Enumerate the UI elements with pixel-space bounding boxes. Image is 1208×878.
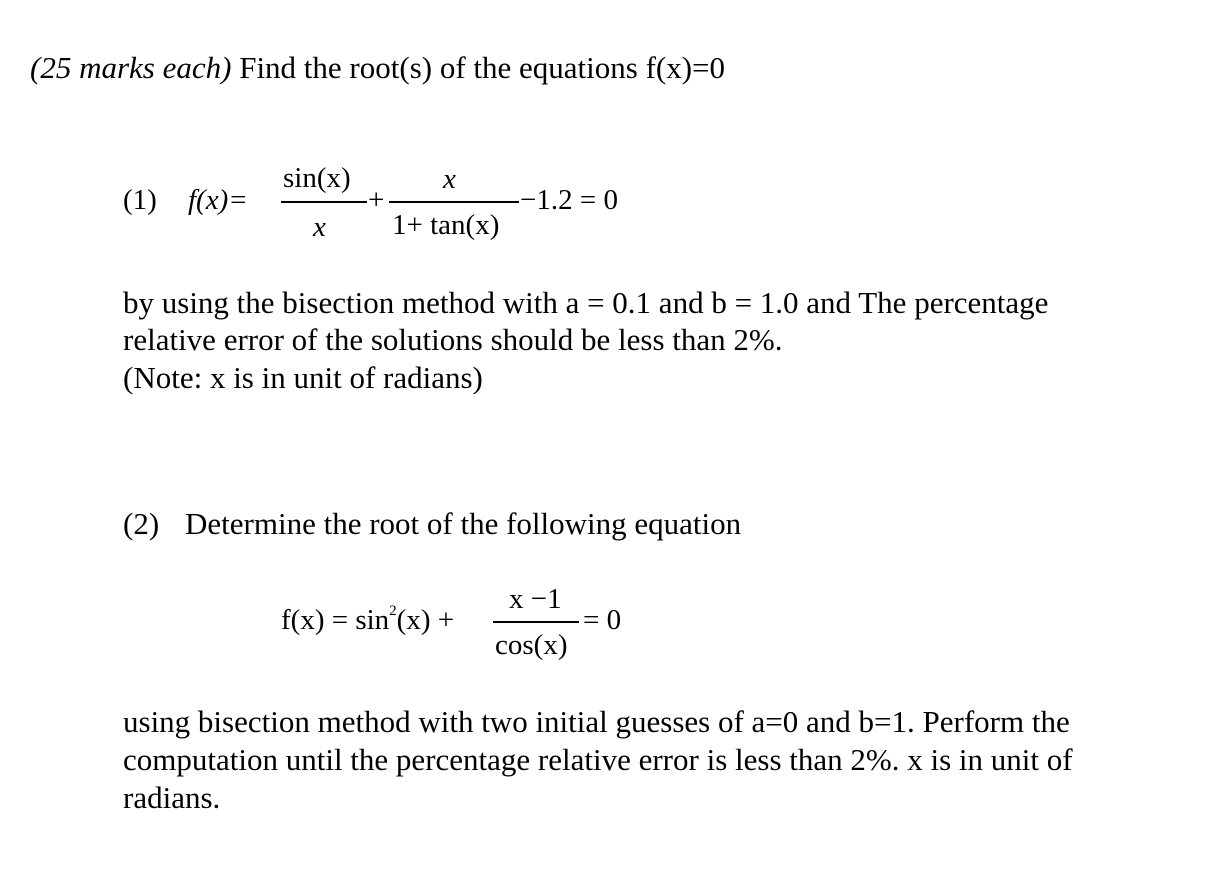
problem2-line1: using bisection method with two initial guesses of a=0 and b=1. Perform the bbox=[123, 704, 1070, 739]
problem2-title: Determine the root of the following equation bbox=[185, 506, 742, 541]
problem2-lhs-text-full bbox=[281, 604, 454, 641]
problem1-line1: by using the bisection method with a = 0.1 and b = 1.0 and The percentage bbox=[123, 285, 1049, 320]
problem1-frac1-numerator: sin(x) bbox=[283, 162, 351, 194]
problem1-line3: (Note: x is in unit of radians) bbox=[123, 360, 483, 395]
problem2-lhs-main: f(x) = sin bbox=[281, 604, 390, 636]
problem1-line2: relative error of the solutions should be less than 2%. bbox=[123, 322, 783, 357]
problem2-sup: 2 bbox=[389, 603, 397, 619]
problem1-tail: −1.2 = 0 bbox=[520, 184, 618, 216]
problem1-frac2-numerator: x bbox=[443, 163, 456, 195]
problem2-line2: computation until the percentage relative error is less than 2%. x is in unit of bbox=[123, 742, 1073, 777]
problem2-frac-numerator: x −1 bbox=[509, 583, 562, 615]
problem2-frac-denominator: cos(x) bbox=[495, 629, 568, 661]
instruction-text: Find the root(s) of the equations f(x)=0 bbox=[231, 50, 726, 85]
problem2-frac-bar bbox=[493, 621, 579, 623]
question-header bbox=[30, 49, 725, 86]
problem2-number: (2) bbox=[123, 506, 160, 541]
problem1-frac1-denominator: x bbox=[313, 211, 326, 243]
problem2-lhs-tail: (x) + bbox=[396, 604, 455, 636]
marks-label: (25 marks each) bbox=[30, 50, 232, 85]
problem1-frac2-bar bbox=[389, 201, 519, 203]
problem2-line3: radians. bbox=[123, 780, 221, 815]
problem1-lhs: f(x)= bbox=[188, 184, 248, 216]
problem1-frac2-denominator: 1+ tan(x) bbox=[392, 209, 500, 241]
problem1-number: (1) bbox=[123, 184, 157, 216]
problem1-plus: + bbox=[368, 184, 385, 216]
problem2-tail: = 0 bbox=[583, 604, 622, 636]
problem1-frac1-bar bbox=[281, 201, 367, 203]
